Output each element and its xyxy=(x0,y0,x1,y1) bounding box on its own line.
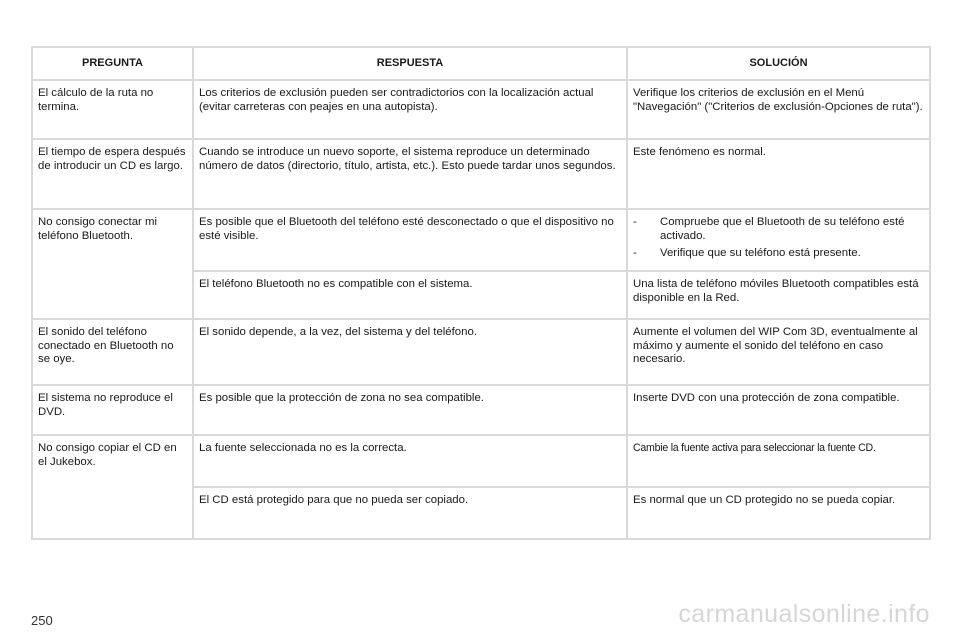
solution-cell: Este fenómeno es normal. xyxy=(627,139,930,209)
table-row xyxy=(32,385,930,435)
question-cell: No consigo copiar el CD en el Jukebox. xyxy=(32,435,193,539)
solution-cell: Aumente el volumen del WIP Com 3D, eventualmente al máximo y aumente el sonido del teléfono en caso necesario. xyxy=(627,319,930,385)
solution-list-item xyxy=(633,216,924,243)
question-cell: El sistema no reproduce el DVD. xyxy=(32,385,193,435)
answer-cell: El CD está protegido para que no pueda ser copiado. xyxy=(193,487,627,539)
header-solucion: SOLUCIÓN xyxy=(627,47,930,80)
table-row xyxy=(32,139,930,209)
question-cell: El cálculo de la ruta no termina. xyxy=(32,80,193,139)
solution-cell: Cambie la fuente activa para seleccionar la fuente CD. xyxy=(627,435,930,487)
question-cell: El tiempo de espera después de introducir un CD es largo. xyxy=(32,139,193,209)
header-row xyxy=(32,47,930,80)
answer-cell: La fuente seleccionada no es la correcta. xyxy=(193,435,627,487)
solution-cell: Verifique los criterios de exclusión en el Menú "Navegación" ("Criterios de exclusión-Opciones de ruta"). xyxy=(627,80,930,139)
solution-cell: Una lista de teléfono móviles Bluetooth compatibles está disponible en la Red. xyxy=(627,271,930,319)
question-cell: El sonido del teléfono conectado en Bluetooth no se oye. xyxy=(32,319,193,385)
header-respuesta: RESPUESTA xyxy=(193,47,627,80)
question-cell: No consigo conectar mi teléfono Bluetooth. xyxy=(32,209,193,319)
table-row xyxy=(32,209,930,271)
answer-cell: Es posible que el Bluetooth del teléfono esté desconectado o que el dispositivo no esté visible. xyxy=(193,209,627,271)
watermark: carmanualsonline.info xyxy=(678,600,930,628)
table-row xyxy=(32,435,930,487)
solution-cell: Es normal que un CD protegido no se pueda copiar. xyxy=(627,487,930,539)
answer-cell: El teléfono Bluetooth no es compatible con el sistema. xyxy=(193,271,627,319)
faq-table xyxy=(31,46,931,540)
solution-item-text: Compruebe que el Bluetooth de su teléfono esté activado. xyxy=(660,216,905,242)
dash-bullet: - xyxy=(633,216,637,228)
answer-cell: Cuando se introduce un nuevo soporte, el sistema reproduce un determinado número de datos (directorio, título, artista, etc.). Esto puede tardar unos segundos. xyxy=(193,139,627,209)
page-number: 250 xyxy=(31,613,53,628)
dash-bullet: - xyxy=(633,247,637,260)
solution-cell: Inserte DVD con una protección de zona compatible. xyxy=(627,385,930,435)
answer-cell: El sonido depende, a la vez, del sistema y del teléfono. xyxy=(193,319,627,385)
solution-item-text: Verifique que su teléfono está presente. xyxy=(660,247,861,260)
answer-cell: Es posible que la protección de zona no sea compatible. xyxy=(193,385,627,435)
table-row xyxy=(32,80,930,139)
solution-cell xyxy=(627,209,930,271)
table-row xyxy=(32,319,930,385)
answer-cell: Los criterios de exclusión pueden ser contradictorios con la localización actual (evitar carreteras con peajes en una autopista). xyxy=(193,80,627,139)
header-pregunta: PREGUNTA xyxy=(32,47,193,80)
solution-list-item xyxy=(633,247,924,261)
